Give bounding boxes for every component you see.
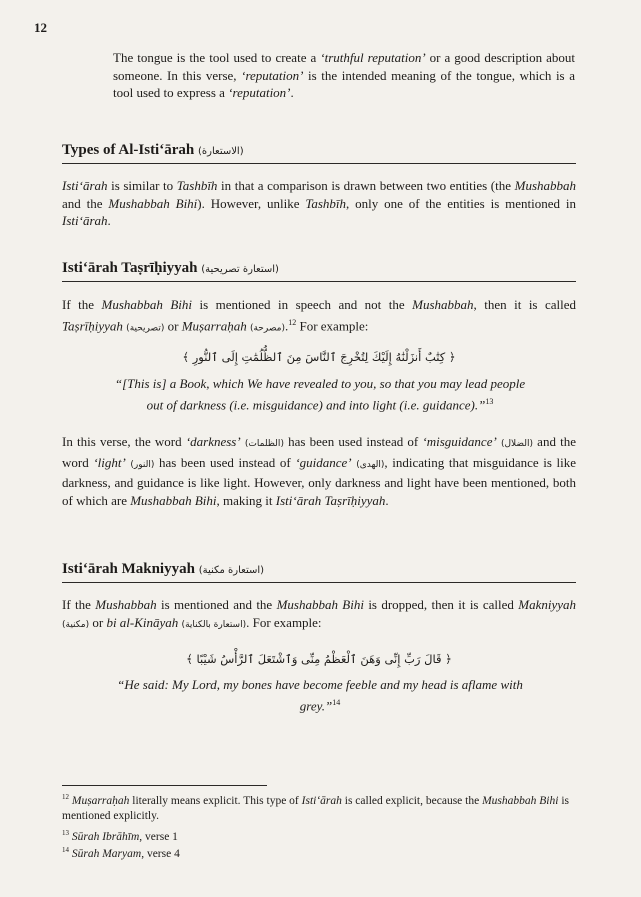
italic-span: Mushabbah Bihi xyxy=(130,492,217,508)
text-span: is similar to xyxy=(107,178,177,193)
text-span: is dropped, then it is called xyxy=(363,597,519,612)
types-paragraph xyxy=(62,177,576,230)
text-span: . xyxy=(107,213,111,228)
text-span: , making it xyxy=(216,492,276,508)
arabic-span: (الهدى) xyxy=(356,459,385,470)
text-span: is the intended meaning of the tongue, which is a tool used to express a xyxy=(113,67,575,100)
text-span: literally means explicit. This type of xyxy=(129,794,302,807)
italic-span: Isti‘ārah Taṣrīḥiyyah xyxy=(275,492,386,508)
italic-span: ‘truthful reputation’ xyxy=(320,50,426,65)
translation-text: “He said: My Lord, my bones have become feeble and my head is aflame with grey.” xyxy=(117,677,523,714)
heading-arabic: (الاستعارة) xyxy=(197,146,244,157)
italic-span: Isti‘ārah xyxy=(62,178,108,193)
arabic-span: (مصرحة) xyxy=(249,322,285,333)
arabic-span: (تصريحية) xyxy=(126,322,165,333)
verse-translation-1 xyxy=(110,375,530,414)
italic-span: Muṣarraḥah xyxy=(181,317,247,333)
text-span: , only one of the entities is mentioned in xyxy=(346,195,576,211)
heading-arabic: (استعارة تصريحية) xyxy=(201,264,279,275)
text-span: , verse 1 xyxy=(139,830,178,843)
heading-arabic: (استعارة مكنية) xyxy=(198,565,265,576)
text-span: , indicating that misguidance is like darkness, and guidance is like light. However, only darkness and light have been mentioned, both of which are xyxy=(62,454,576,508)
text-span: or a good description about someone. In this verse, xyxy=(113,50,575,83)
text-span: . xyxy=(284,317,289,333)
darkness-paragraph xyxy=(62,433,576,509)
italic-span: Sūrah Maryam xyxy=(71,847,142,860)
arabic-span: (النور) xyxy=(130,459,155,470)
italic-span: Mushabbah Bihi xyxy=(276,597,364,612)
text-span: If the xyxy=(62,597,96,612)
italic-span: Mushabbah Bihi xyxy=(101,297,193,312)
arabic-span: (الضلال) xyxy=(500,439,533,449)
text-span: and the xyxy=(62,195,109,211)
heading-text: Isti‘ārah Taṣrīḥiyyah xyxy=(62,260,198,276)
text-span: is mentioned and the xyxy=(156,597,277,612)
italic-span: bi al-Kināyah xyxy=(106,614,179,630)
text-span: . For example: xyxy=(246,614,322,630)
makniyyah-paragraph xyxy=(62,596,576,634)
footnote-ref: 12 xyxy=(288,317,297,327)
intro-paragraph xyxy=(113,49,575,102)
footnote-ref: 14 xyxy=(332,698,341,707)
italic-span: ‘reputation’ xyxy=(241,67,304,83)
text-span: . xyxy=(385,492,389,508)
italic-span: Taṣrīḥiyyah xyxy=(62,317,123,333)
text-span: . xyxy=(290,85,294,100)
italic-span: Mushabbah xyxy=(412,297,474,312)
italic-span: Isti‘ārah xyxy=(301,794,342,807)
section-heading-types xyxy=(62,142,576,164)
footnote-12 xyxy=(62,790,582,824)
text-span: or xyxy=(89,614,107,630)
italic-span: Mushabbah xyxy=(514,178,576,193)
footnote-13 xyxy=(62,826,582,845)
italic-span: Tashbīh xyxy=(176,178,218,193)
text-span: has been used instead of xyxy=(154,454,296,470)
heading-text: Types of Al-Isti‘ārah xyxy=(62,142,195,158)
text-span: If the xyxy=(62,297,102,312)
italic-span: ‘light’ xyxy=(93,454,126,470)
italic-span: Muṣarraḥah xyxy=(71,794,130,807)
text-span: , verse 4 xyxy=(141,847,180,860)
italic-span: Tashbīh xyxy=(305,195,347,211)
page-number: 12 xyxy=(34,20,47,35)
tasrihiyyah-paragraph xyxy=(62,296,576,337)
section-heading-makniyyah xyxy=(62,561,576,583)
italic-span: Mushabbah Bihi xyxy=(108,195,198,211)
italic-span: Makniyyah xyxy=(518,597,576,612)
section-heading-tasrihiyyah xyxy=(62,260,576,282)
italic-span: ‘reputation’ xyxy=(228,85,291,100)
quran-verse-2: ﴿ قَالَ رَبِّ إِنِّى وَهَنَ ٱلْعَظْمُ مِنِّى وَٱشْتَعَلَ ٱلرَّأْسُ شَيْبًا ﴾ xyxy=(186,652,452,666)
text-span: and the word xyxy=(62,434,577,470)
quran-verse-1: ﴿ كِتَٰبٌ أَنزَلْنَٰهُ إِلَيْكَ لِتُخْرِجَ ٱلنَّاسَ مِنَ ٱلظُّلُمَٰتِ إِلَى ٱلنُّورِ ﴾ xyxy=(182,350,456,364)
footnote-14 xyxy=(62,843,582,862)
text-span: The tongue is the tool used to create a xyxy=(113,50,321,65)
translation-text: “[This is] a Book, which We have revealed to you, so that you may lead people out of darkness (i.e. misguidance) and into light (i.e. guidance).” xyxy=(114,376,526,413)
footnote-divider xyxy=(62,785,267,786)
text-span: is called explicit, because the xyxy=(341,794,483,807)
text-span: ). However, unlike xyxy=(197,195,306,211)
italic-span: Mushabbah Bihi xyxy=(482,794,559,807)
italic-span: Isti‘ārah xyxy=(62,213,108,228)
italic-span: ‘misguidance’ xyxy=(422,434,497,449)
text-span: has been used instead of xyxy=(283,434,423,449)
footnote-number: 12 xyxy=(62,793,69,801)
text-span: , then it is called xyxy=(473,297,576,312)
text-span: For example: xyxy=(296,317,369,333)
italic-span: ‘guidance’ xyxy=(295,454,352,470)
text-span: is mentioned explicitly. xyxy=(62,794,569,822)
footnote-number: 14 xyxy=(62,846,69,854)
text-span: or xyxy=(164,317,182,333)
text-span: In this verse, the word xyxy=(62,434,186,449)
arabic-span: (استعارة بالكناية) xyxy=(181,619,247,630)
text-span: is mentioned in speech and not the xyxy=(192,297,413,312)
arabic-span: (مكنية) xyxy=(62,619,90,630)
italic-span: Sūrah Ibrāhīm xyxy=(71,830,140,843)
text-span: in that a comparison is drawn between two entities (the xyxy=(217,178,515,193)
italic-span: Mushabbah xyxy=(95,597,157,612)
italic-span: ‘darkness’ xyxy=(185,434,241,449)
heading-text: Isti‘ārah Makniyyah xyxy=(62,561,195,577)
verse-translation-2 xyxy=(110,676,530,715)
arabic-span: (الظلمات) xyxy=(244,439,284,449)
footnote-ref: 13 xyxy=(485,397,494,406)
footnote-number: 13 xyxy=(62,829,69,837)
